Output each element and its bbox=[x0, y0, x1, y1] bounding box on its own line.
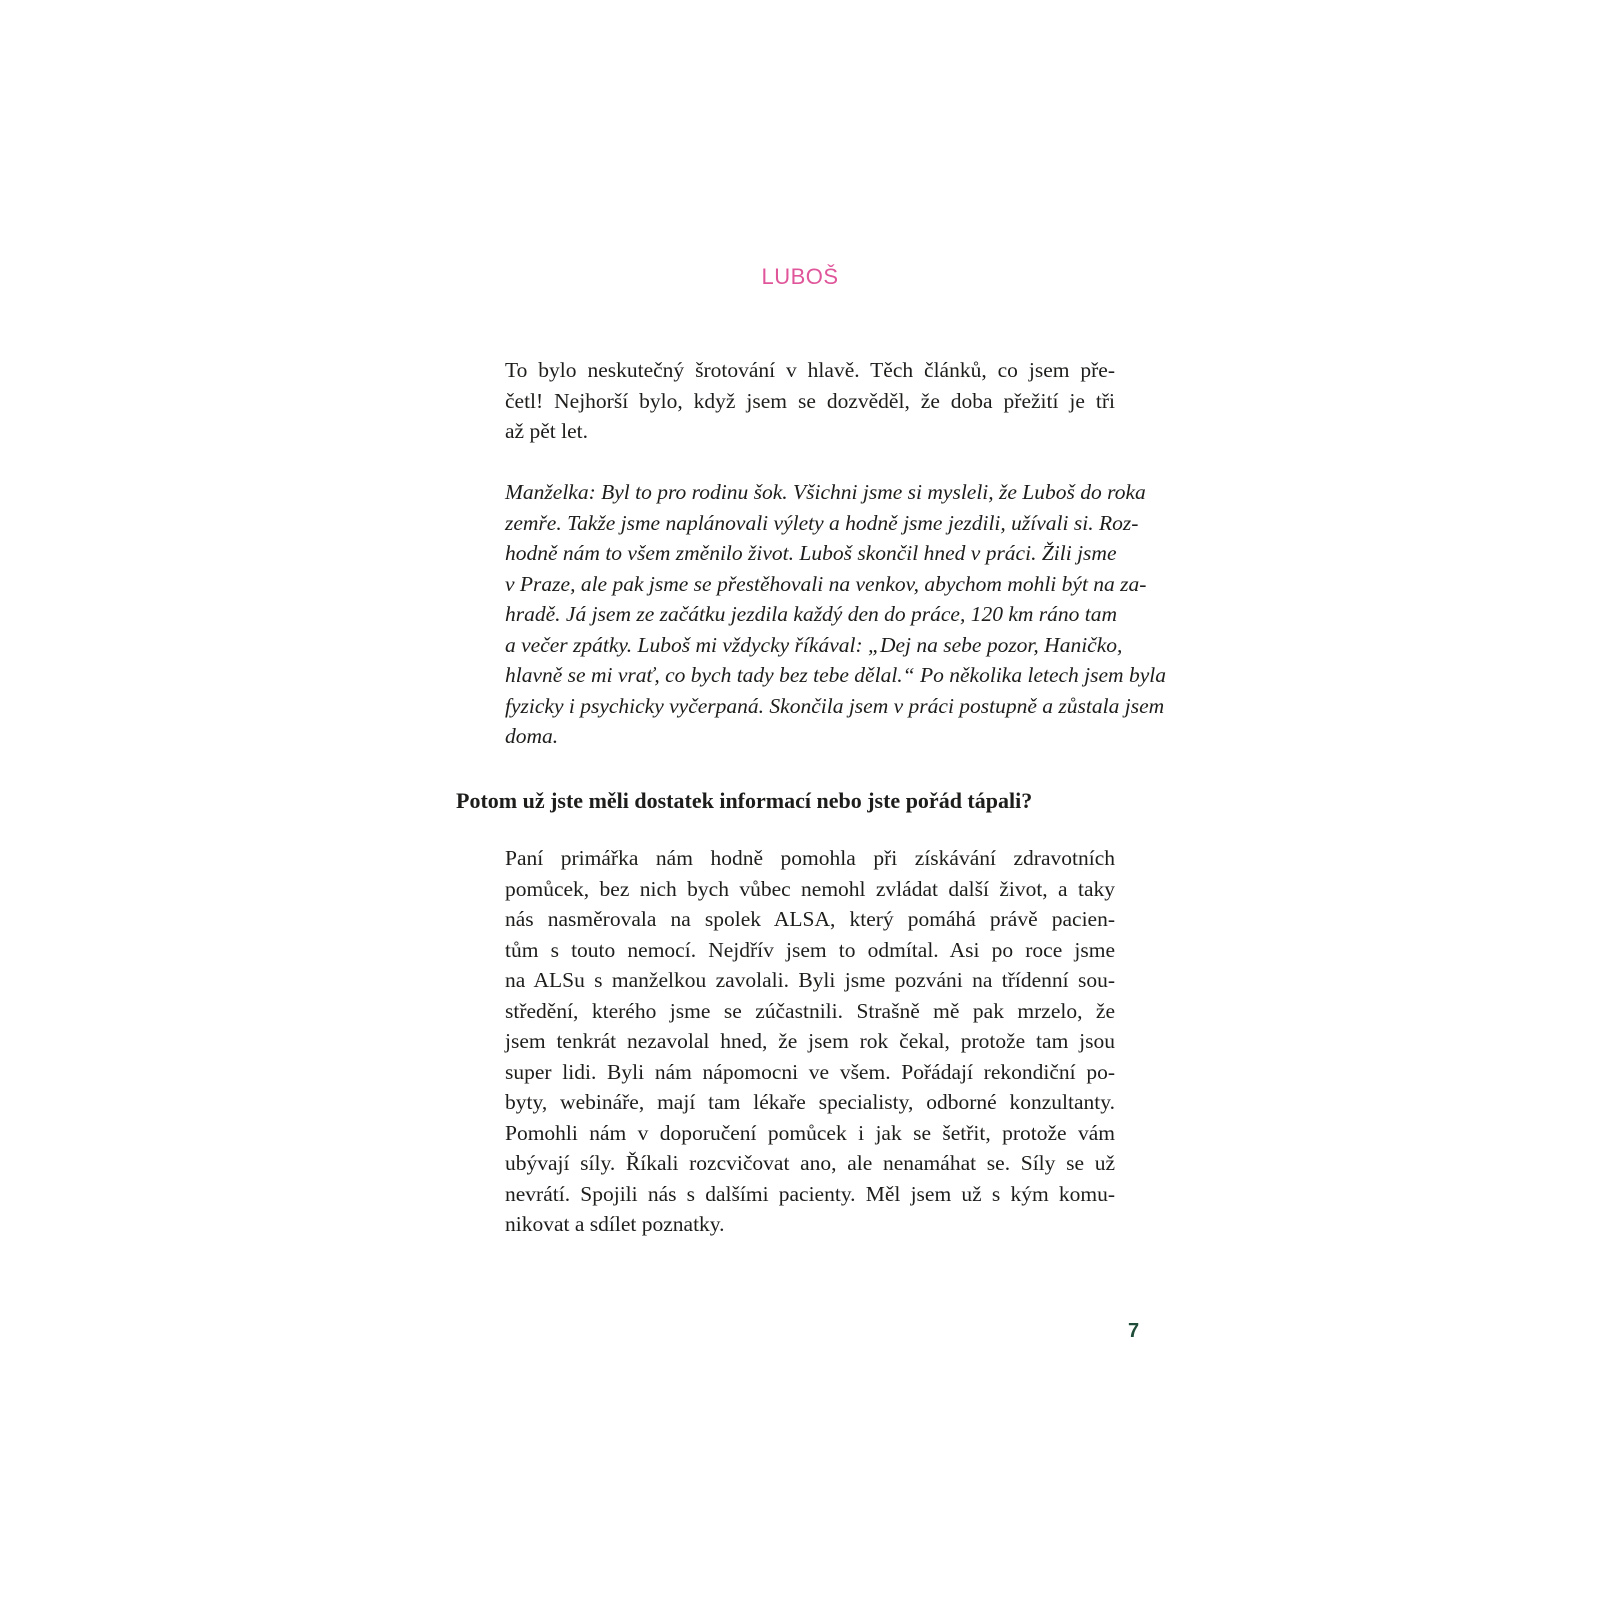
paragraph-line: nevrátí. Spojili nás s dalšími pacienty. Měl jsem už s kým komu- bbox=[505, 1181, 1115, 1206]
paragraph-line: super lidi. Byli nám nápomocni ve všem. Pořádají rekondiční po- bbox=[505, 1059, 1115, 1084]
paragraph-1 bbox=[505, 355, 1115, 447]
paragraph-line: četl! Nejhorší bylo, když jsem se dozvěděl, že doba přežití je tři bbox=[505, 388, 1115, 413]
paragraph-line: byty, webináře, mají tam lékaře specialisty, odborné konzultanty. bbox=[505, 1090, 1115, 1114]
paragraph-line: Paní primářka nám hodně pomohla při získávání zdravotních bbox=[505, 846, 1115, 870]
paragraph-line: Manželka: Byl to pro rodinu šok. Všichni jsme si mysleli, že Luboš do roka bbox=[505, 480, 1146, 504]
paragraph-2-wife-quote bbox=[505, 477, 1166, 752]
paragraph-line: středění, kterého jsme se zúčastnili. Strašně mě pak mrzelo, že bbox=[505, 998, 1115, 1023]
paragraph-line: nikovat a sdílet poznatky. bbox=[505, 1212, 725, 1236]
paragraph-line: tům s touto nemocí. Nejdřív jsem to odmítal. Asi po roce jsme bbox=[505, 937, 1115, 962]
paragraph-line: ubývají síly. Říkali rozcvičovat ano, ale nenamáhat se. Síly se už bbox=[505, 1151, 1115, 1175]
paragraph-line: v Praze, ale pak jsme se přestěhovali na venkov, abychom mohli být na za- bbox=[505, 571, 1147, 596]
paragraph-line: a večer zpátky. Luboš mi vždycky říkával: „Dej na sebe pozor, Haničko, bbox=[505, 632, 1123, 657]
paragraph-line: zemře. Takže jsme naplánovali výlety a hodně jsme jezdili, užívali si. Roz- bbox=[505, 510, 1139, 535]
paragraph-line: hradě. Já jsem ze začátku jezdila každý den do práce, 120 km ráno tam bbox=[505, 602, 1118, 626]
paragraph-line: Pomohli nám v doporučení pomůcek i jak se šetřit, protože vám bbox=[505, 1120, 1115, 1145]
paragraph-line: fyzicky i psychicky vyčerpaná. Skončila jsem v práci postupně a zůstala jsem bbox=[505, 693, 1165, 718]
paragraph-line: doma. bbox=[505, 724, 559, 748]
paragraph-line: na ALSu s manželkou zavolali. Byli jsme pozváni na třídenní sou- bbox=[505, 968, 1115, 992]
page-number: 7 bbox=[1128, 1320, 1140, 1342]
interview-question: Potom už jste měli dostatek informací nebo jste pořád tápali? bbox=[456, 788, 1033, 813]
paragraph-line: až pět let. bbox=[505, 419, 588, 443]
paragraph-line: nás nasměrovala na spolek ALSA, který pomáhá právě pacien- bbox=[505, 907, 1115, 931]
paragraph-line: pomůcek, bez nich bych vůbec nemohl zvládat další život, a taky bbox=[505, 876, 1115, 901]
paragraph-line: jsem tenkrát nezavolal hned, že jsem rok čekal, protože tam jsou bbox=[505, 1029, 1115, 1053]
running-header: LUBOŠ bbox=[761, 264, 839, 289]
paragraph-3 bbox=[505, 843, 1115, 1240]
paragraph-line: hlavně se mi vrať, co bych tady bez tebe dělal.“ Po několika letech jsem byla bbox=[505, 663, 1166, 687]
paragraph-line: To bylo neskutečný šrotování v hlavě. Těch článků, co jsem pře- bbox=[505, 358, 1115, 382]
paragraph-line: hodně nám to všem změnilo život. Luboš skončil hned v práci. Žili jsme bbox=[505, 541, 1117, 565]
